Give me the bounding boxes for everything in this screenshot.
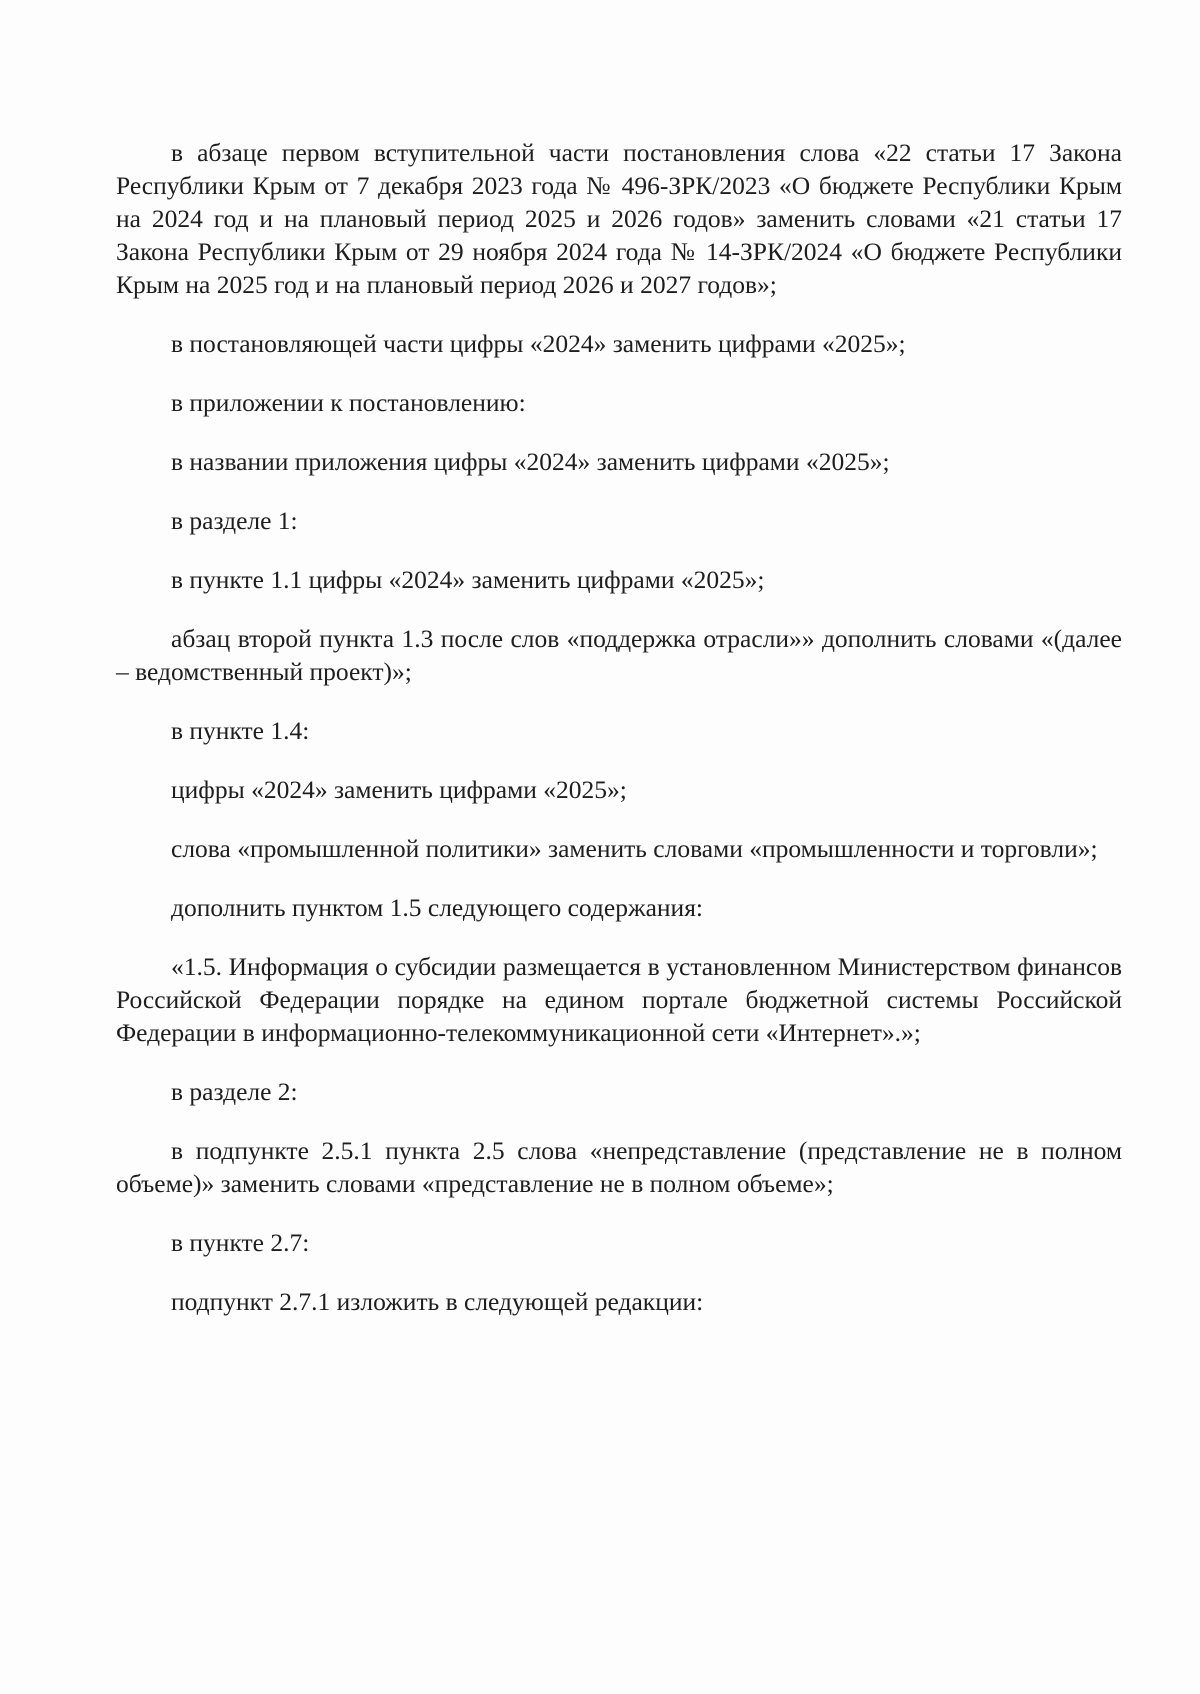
paragraph-subitem-2-5-1: в подпункте 2.5.1 пункта 2.5 слова «непредставление (представление не в полном объеме)» заменить словами «представление не в полном объеме»; bbox=[116, 1136, 1122, 1198]
paragraph-item-2-7: в пункте 2.7: bbox=[171, 1228, 310, 1257]
paragraph-item-1-4-digits: цифры «2024» заменить цифрами «2025»; bbox=[171, 775, 627, 804]
paragraph-appendix-title: в названии приложения цифры «2024» заменить цифрами «2025»; bbox=[171, 447, 890, 476]
paragraph-section-1: в разделе 1: bbox=[171, 506, 298, 535]
paragraph-item-1-3: абзац второй пункта 1.3 после слов «поддержка отрасли»» дополнить словами «(далее – ведомственный проект)»; bbox=[116, 624, 1122, 686]
paragraph-item-1-1: в пункте 1.1 цифры «2024» заменить цифрами «2025»; bbox=[171, 565, 765, 594]
paragraph-preamble-amendment: в абзаце первом вступительной части постановления слова «22 статьи 17 Закона Республики Крым от 7 декабря 2023 года № 496-ЗРК/2023 «О бюджете Республики Крым на 2024 год и на плановый период 2025 и 2026 годов» заменить словами «21 статьи 17 Закона Республики Крым от 29 ноября 2024 года № 14-ЗРК/2024 «О бюджете Республики Крым на 2025 год и на плановый период 2026 и 2027 годов»; bbox=[116, 138, 1122, 299]
paragraph-item-1-4: в пункте 1.4: bbox=[171, 716, 310, 745]
paragraph-subitem-2-7-1: подпункт 2.7.1 изложить в следующей редакции: bbox=[171, 1287, 704, 1316]
paragraph-section-2: в разделе 2: bbox=[171, 1077, 298, 1106]
paragraph-item-1-5-text: «1.5. Информация о субсидии размещается в установленном Министерством финансов Российской Федерации порядке на едином портале бюджетной системы Российской Федерации в информационно-телекоммуникационной сети «Интернет».»; bbox=[116, 952, 1122, 1047]
paragraph-appendix-intro: в приложении к постановлению: bbox=[171, 388, 526, 417]
paragraph-operative-part: в постановляющей части цифры «2024» заменить цифрами «2025»; bbox=[171, 329, 906, 358]
paragraph-item-1-4-words: слова «промышленной политики» заменить словами «промышленности и торговли»; bbox=[171, 834, 1098, 863]
paragraph-add-item-1-5: дополнить пунктом 1.5 следующего содержания: bbox=[171, 893, 704, 922]
